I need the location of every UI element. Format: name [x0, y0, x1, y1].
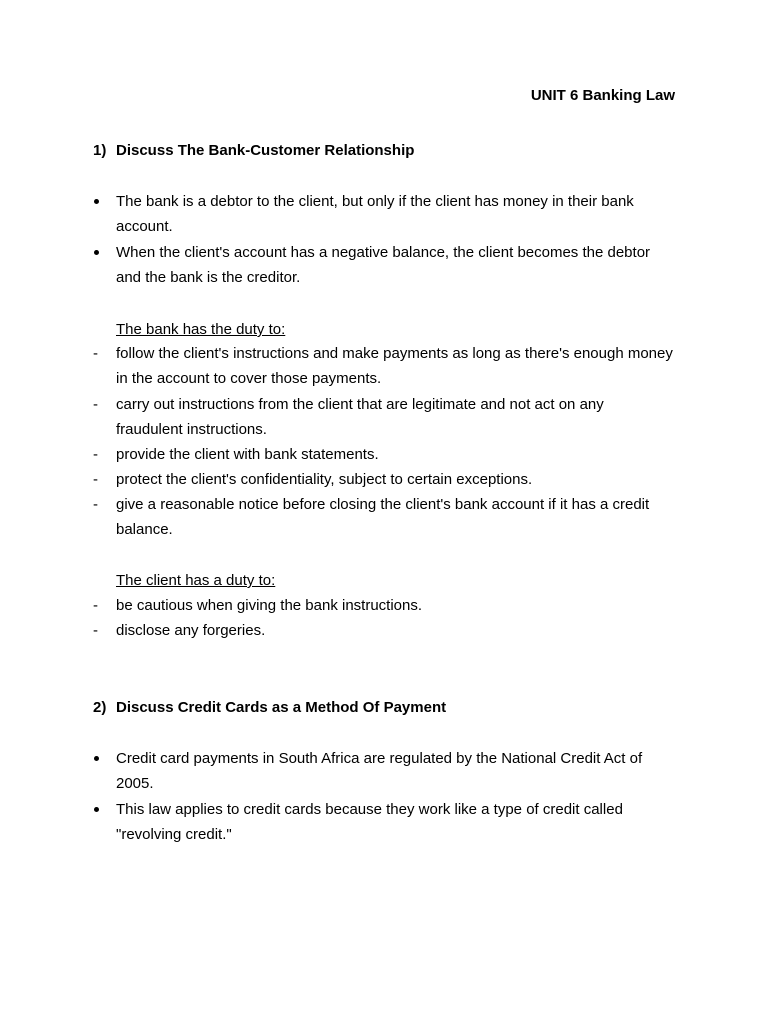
dash-item-text: protect the client's confidentiality, subject to certain exceptions.	[116, 471, 533, 488]
bullet-icon	[94, 756, 99, 761]
unit-title: UNIT 6 Banking Law	[530, 87, 675, 104]
list-item	[93, 392, 673, 443]
dash-item-text: follow the client's instructions and make payments as long as there's enough money in the account to cover those payments.	[116, 345, 673, 388]
dash-marker: -	[93, 622, 98, 639]
bullet-text: Credit card payments in South Africa are regulated by the National Credit Act of 2005.	[116, 750, 643, 793]
section-1-heading	[93, 142, 414, 160]
section-2-heading	[93, 699, 446, 717]
dash-marker: -	[93, 597, 98, 614]
list-item	[93, 189, 673, 240]
list-item	[93, 797, 673, 848]
bullet-icon	[94, 250, 99, 255]
section-1-number: 1)	[93, 142, 107, 159]
dash-marker: -	[93, 345, 98, 362]
dash-marker: -	[93, 396, 98, 413]
section-1-title: Discuss The Bank-Customer Relationship	[116, 142, 415, 159]
section-2-title: Discuss Credit Cards as a Method Of Payment	[116, 699, 447, 716]
list-item	[93, 492, 673, 543]
client-duty-heading: The client has a duty to:	[116, 572, 276, 589]
dash-marker: -	[93, 471, 98, 488]
list-item	[93, 746, 673, 797]
list-item	[93, 593, 673, 618]
bullet-text: The bank is a debtor to the client, but only if the client has money in their bank account.	[116, 193, 634, 236]
bullet-text: When the client's account has a negative balance, the client becomes the debtor and the bank is the creditor.	[116, 244, 651, 287]
list-item	[93, 341, 673, 392]
list-item	[93, 442, 673, 467]
dash-item-text: give a reasonable notice before closing the client's bank account if it has a credit balance.	[116, 496, 650, 539]
dash-marker: -	[93, 496, 98, 513]
dash-marker: -	[93, 446, 98, 463]
list-item	[93, 618, 673, 643]
dash-item-text: provide the client with bank statements.	[116, 446, 379, 463]
section-2-number: 2)	[93, 699, 107, 716]
dash-item-text: disclose any forgeries.	[116, 622, 266, 639]
bullet-icon	[94, 807, 99, 812]
bullet-icon	[94, 199, 99, 204]
dash-item-text: be cautious when giving the bank instructions.	[116, 597, 423, 614]
list-item	[93, 240, 673, 291]
list-item	[93, 467, 673, 492]
bullet-text: This law applies to credit cards because they work like a type of credit called "revolving credit."	[116, 801, 623, 844]
bank-duty-heading: The bank has the duty to:	[116, 321, 286, 338]
dash-item-text: carry out instructions from the client that are legitimate and not act on any fraudulent instructions.	[116, 396, 604, 439]
